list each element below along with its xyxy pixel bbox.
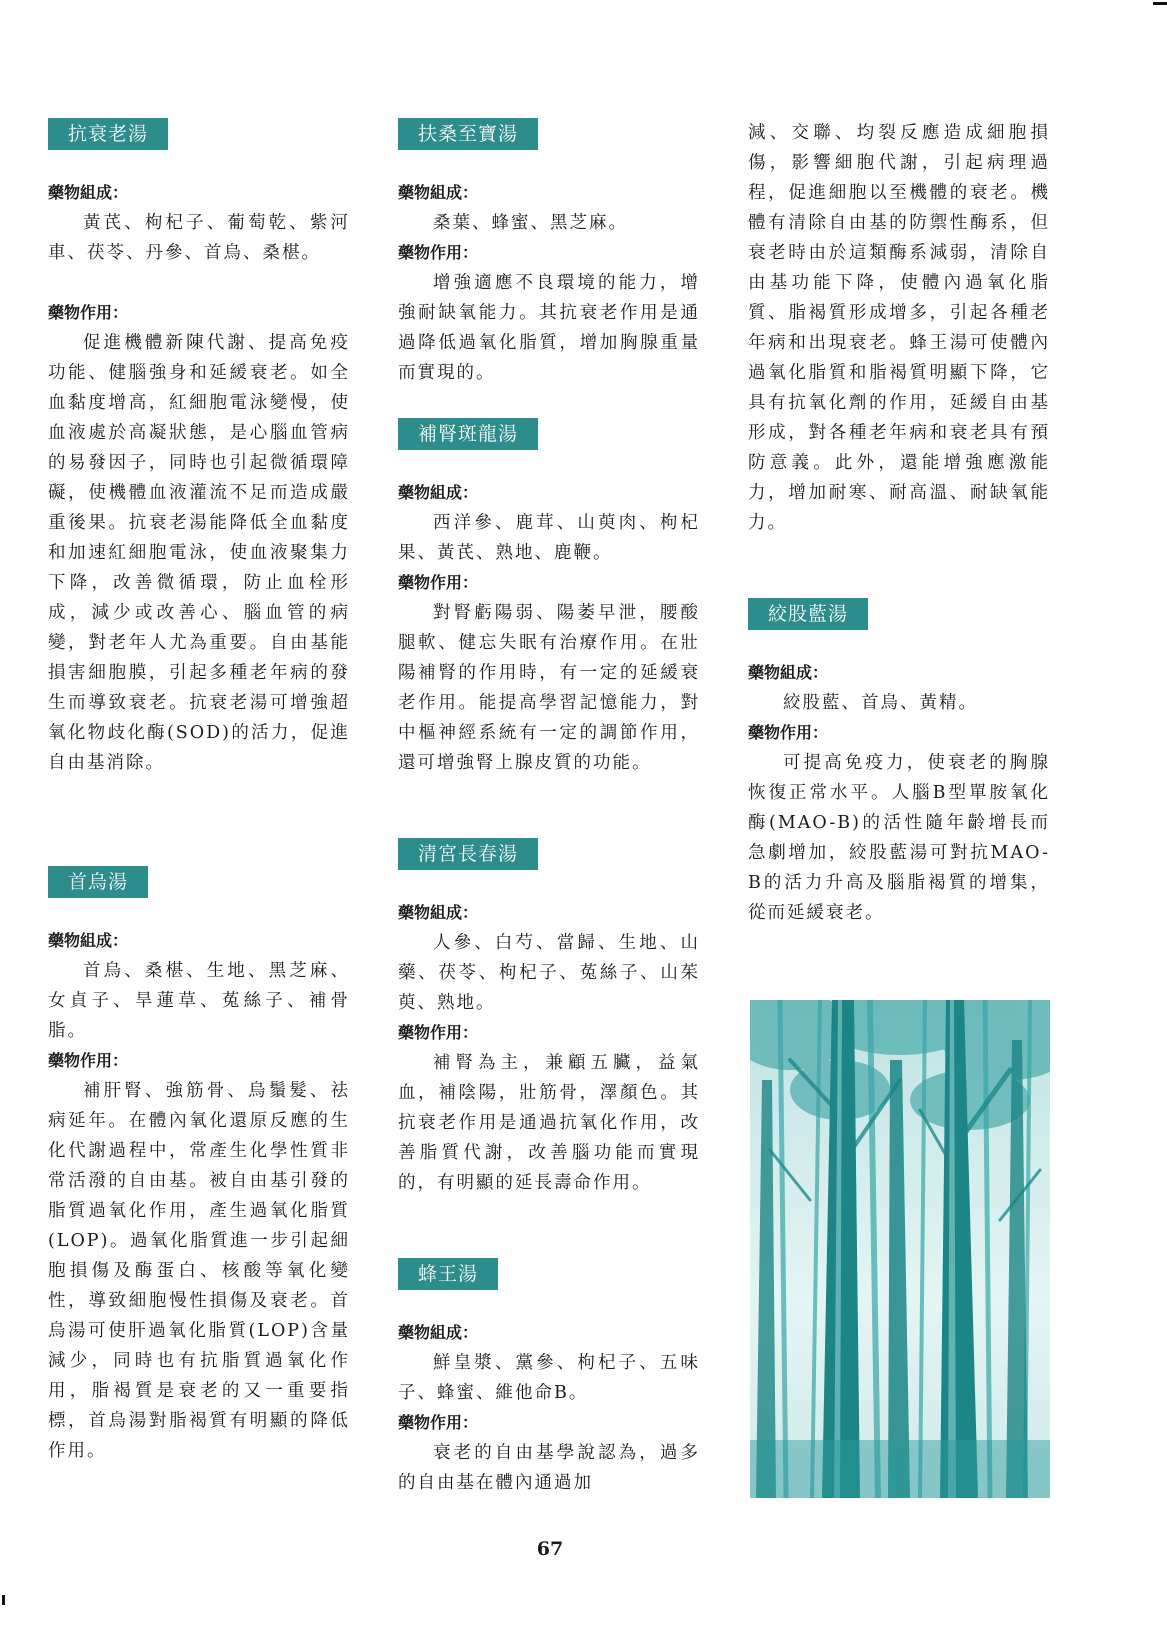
continued-text: 減、交聯、均裂反應造成細胞損傷，影響細胞代謝，引起病理過程，促進細胞以至機體的衰老。機體有清除自由基的防禦性酶系，但衰老時由於這類酶系減弱，清除自由基功能下降，使體內過氧化脂質、脂褐質形成增多，引起各種老年病和出現衰老。蜂王湯可使體內過氧化脂質和脂褐質明顯下降，它具有抗氧化劑的作用，延緩自由基形成，對各種老年病和衰老具有預防意義。此外，還能增強應激能力，增加耐寒、耐高溫、耐缺氧能力。 xyxy=(748,123,1050,533)
effect-label: 藥物作用： xyxy=(48,303,129,322)
effect-label: 藥物作用： xyxy=(398,1023,479,1042)
effect-text: 對腎虧陽弱、陽萎早泄，腰酸腿軟、健忘失眠有治療作用。在壯陽補腎的作用時，有一定的延緩衰老作用。能提高學習記憶能力，對中樞神經系統有一定的調節作用，還可增強腎上腺皮質的功能。 xyxy=(398,603,700,773)
composition-text: 首烏、桑椹、生地、黑芝麻、女貞子、旱蓮草、菟絲子、補骨脂。 xyxy=(48,961,350,1041)
section-heading-anti-aging: 抗衰老湯 xyxy=(48,118,168,150)
page-number: 67 xyxy=(536,1538,564,1560)
effect-label: 藥物作用： xyxy=(398,243,479,262)
composition-label: 藥物組成： xyxy=(748,663,829,682)
effect-text: 增強適應不良環境的能力，增強耐缺氧能力。其抗衰老作用是通過降低過氧化脂質，增加胸腺重量而實現的。 xyxy=(398,273,700,383)
composition-text: 鮮皇漿、黨參、枸杞子、五味子、蜂蜜、維他命B。 xyxy=(398,1353,700,1403)
composition-text: 桑葉、蜂蜜、黑芝麻。 xyxy=(433,213,628,233)
effect-text: 補腎為主，兼顧五臟，益氣血，補陰陽，壯筋骨，澤顏色。其抗衰老作用是通過抗氧化作用，改善脂質代謝，改善腦功能而實現的，有明顯的延長壽命作用。 xyxy=(398,1053,700,1193)
composition-label: 藥物組成： xyxy=(48,931,129,950)
effect-text: 可提高免疫力，使衰老的胸腺恢復正常水平。人腦B型單胺氧化酶(MAO-B)的活性隨年齡增長而急劇增加，絞股藍湯可對抗MAO-B的活力升高及腦脂褐質的增集，從而延緩衰老。 xyxy=(748,753,1050,923)
composition-label: 藥物組成： xyxy=(398,1323,479,1342)
section-heading-jiaogulan: 絞股藍湯 xyxy=(748,598,868,630)
section-heading-bushen: 補腎斑龍湯 xyxy=(398,418,538,450)
effect-text: 促進機體新陳代謝、提高免疫功能、健腦強身和延緩衰老。如全血黏度增高，紅細胞電泳變慢，使血液處於高凝狀態，是心腦血管病的易發因子，同時也引起微循環障礙，使機體血液灌流不足而造成嚴重後果。抗衰老湯能降低全血黏度和加速紅細胞電泳，使血液聚集力下降，改善微循環，防止血栓形成，減少或改善心、腦血管的病變，對老年人尤為重要。自由基能損害細胞膜，引起多種老年病的發生而導致衰老。抗衰老湯可增強超氧化物歧化酶(SOD)的活力，促進自由基消除。 xyxy=(48,333,350,773)
scan-edge-mark xyxy=(2,1595,5,1605)
effect-label: 藥物作用： xyxy=(748,723,829,742)
effect-text: 補肝腎、強筋骨、烏鬚髮、祛病延年。在體內氧化還原反應的生化代謝過程中，常產生化學性質非常活潑的自由基。被自由基引發的脂質過氧化作用，產生過氧化脂質(LOP)。過氧化脂質進一步引起細胞損傷及酶蛋白、核酸等氧化變性，導致細胞慢性損傷及衰老。首烏湯可使肝過氧化脂質(LOP)含量減少，同時也有抗脂質過氧化作用，脂褐質是衰老的又一重要指標，首烏湯對脂褐質有明顯的降低作用。 xyxy=(48,1081,350,1461)
forest-photo xyxy=(750,1000,1050,1498)
composition-label: 藥物組成： xyxy=(48,183,129,202)
effect-label: 藥物作用： xyxy=(398,573,479,592)
effect-text: 衰老的自由基學說認為，過多的自由基在體內通過加 xyxy=(398,1443,700,1493)
composition-label: 藥物組成： xyxy=(398,903,479,922)
forest-illustration xyxy=(750,1000,1050,1498)
composition-text: 人參、白芍、當歸、生地、山藥、茯苓、枸杞子、菟絲子、山茱萸、熟地。 xyxy=(398,933,700,1013)
composition-text: 黃芪、枸杞子、葡萄乾、紫河車、茯苓、丹參、首烏、桑椹。 xyxy=(48,213,350,263)
section-heading-fengwang: 蜂王湯 xyxy=(398,1258,498,1290)
section-heading-qinggong: 清宮長春湯 xyxy=(398,838,538,870)
scan-edge-mark xyxy=(1153,2,1167,5)
effect-label: 藥物作用： xyxy=(398,1413,479,1432)
composition-text: 西洋參、鹿茸、山萸肉、枸杞果、黃芪、熟地、鹿鞭。 xyxy=(398,513,700,563)
effect-label: 藥物作用： xyxy=(48,1051,129,1070)
section-heading-shouwu: 首烏湯 xyxy=(48,866,148,898)
composition-label: 藥物組成： xyxy=(398,183,479,202)
composition-text: 絞股藍、首烏、黃精。 xyxy=(783,693,978,713)
composition-label: 藥物組成： xyxy=(398,483,479,502)
section-heading-fusang: 扶桑至寶湯 xyxy=(398,118,538,150)
